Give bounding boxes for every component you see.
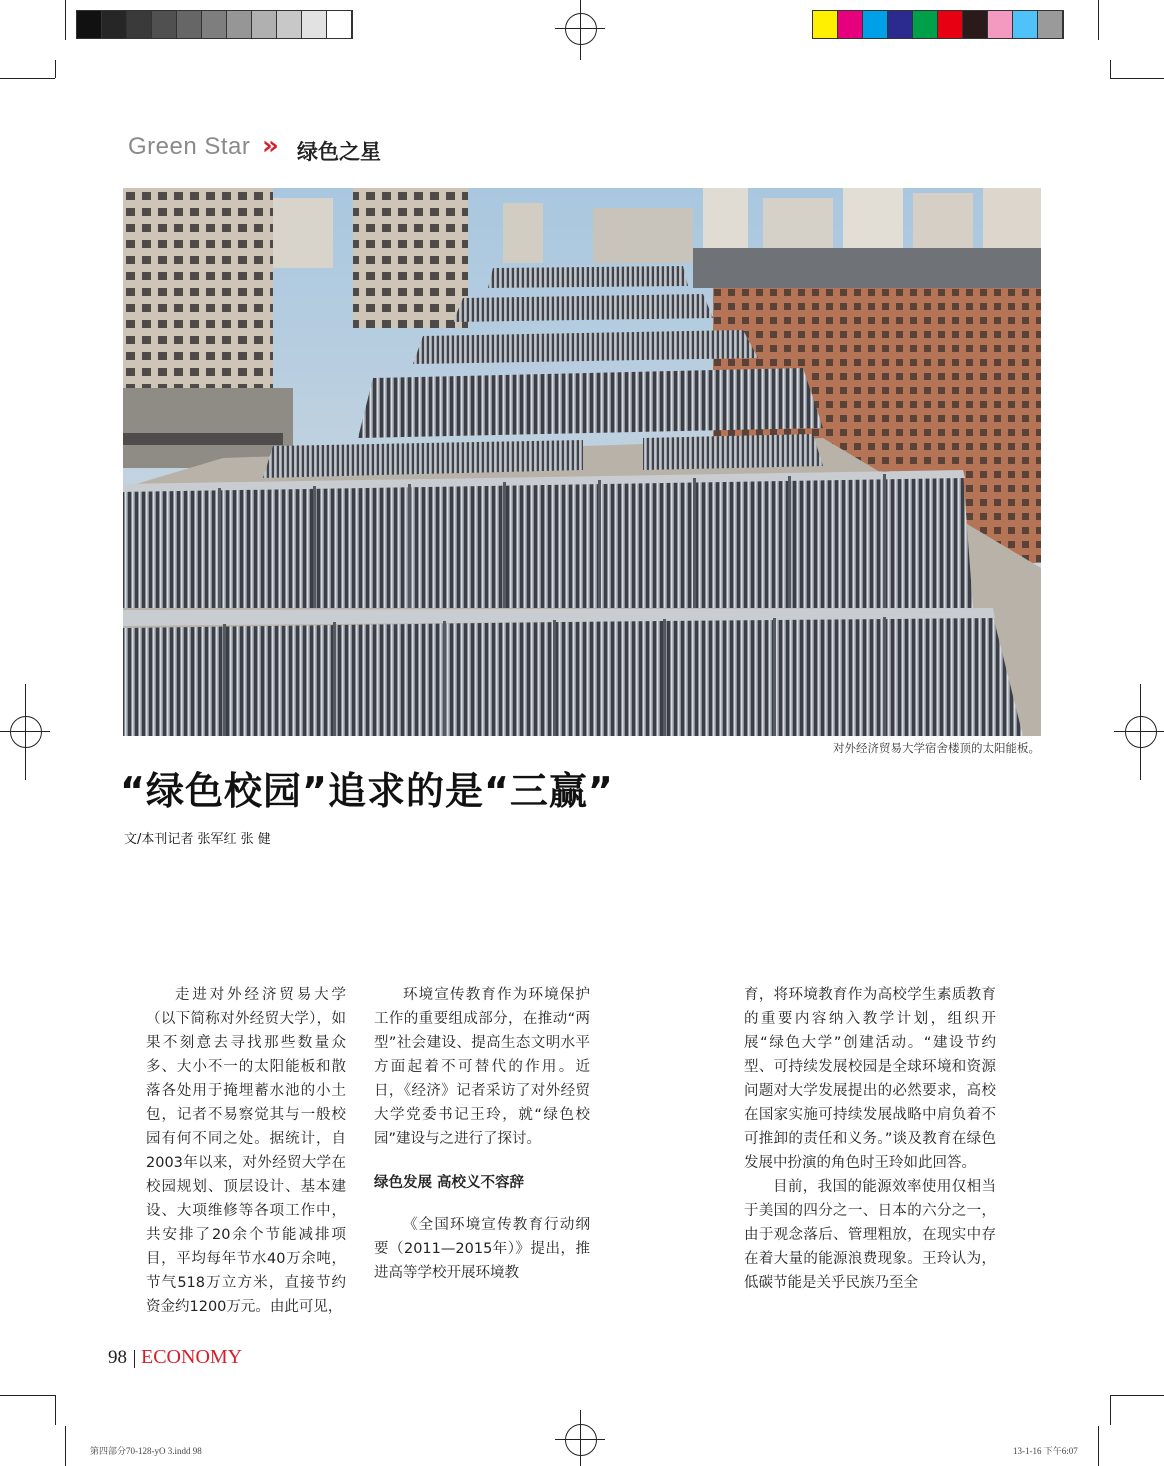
color-swatch [1013,11,1038,38]
color-swatch [1038,11,1063,38]
color-swatch [988,11,1013,38]
gray-swatch [227,11,252,38]
color-swatch [863,11,888,38]
color-swatch [888,11,913,38]
gray-swatch [152,11,177,38]
gray-swatch [202,11,227,38]
grayscale-calibration-bar [76,10,353,39]
paragraph: 环境宣传教育作为环境保护工作的重要组成部分，在推动“两型”社会建设、提高生态文明水平方面起着不可替代的作用。近日，《经济》记者采访了对外经贸大学党委书记王玲，就“绿色校园”建设与之进行了探讨。 [374,987,590,1147]
article-column-2 [374,983,590,1285]
gray-swatch [252,11,277,38]
color-swatch [963,11,988,38]
section-title-english: Green Star [128,133,251,160]
page-number: 98 [108,1347,127,1368]
folio-divider [134,1350,135,1368]
paragraph: 走进对外经济贸易大学（以下简称对外经贸大学），如果不刻意去寻找那些数量众多、大小不一的太阳能板和散落各处用于掩埋蓄水池的小土包，记者不易察觉其与一般校园有何不同之处。据统计，自2003年以来，对外经贸大学在校园规划、顶层设计、基本建设、大项维修等各项工作中，共安排了20余个节能减排项目，平均每年节水40万余吨，节气518万立方米，直接节约资金约1200万元。由此可见， [146,987,346,1315]
paragraph: 育，将环境教育作为高校学生素质教育的重要内容纳入教学计划，组织开展“绿色大学”创建活动。“建设节约型、可持续发展校园是全球环境和资源问题对大学发展提出的必然要求，高校在国家实施可持续发展战略中肩负着不可推卸的责任和义务。”谈及教育在绿色发展中扮演的角色时王玲如此回答。 [744,987,996,1171]
paragraph: 《全国环境宣传教育行动纲要（2011—2015年）》提出，推进高等学校开展环境教 [374,1217,590,1281]
gray-swatch [327,11,352,38]
gray-swatch [77,11,102,38]
subheading: 绿色发展 高校义不容辞 [374,1175,525,1191]
color-calibration-bar [812,10,1064,39]
article-column-3 [744,983,996,1295]
magazine-name: ECONOMY [141,1346,243,1368]
article-headline: “绿色校园”追求的是“三赢” [120,769,614,813]
solar-panels-photo [123,188,1041,736]
article-byline: 文/本刊记者 张军红 张 健 [124,832,271,847]
gray-swatch [127,11,152,38]
section-title-chinese: 绿色之星 [297,140,381,164]
color-swatch [938,11,963,38]
article-column-1 [146,983,346,1319]
gray-swatch [302,11,327,38]
photo-caption: 对外经济贸易大学宿舍楼顶的太阳能板。 [833,741,1040,755]
gray-swatch [277,11,302,38]
gray-swatch [177,11,202,38]
color-swatch [913,11,938,38]
color-swatch [838,11,863,38]
print-slug-file: 第四部分70-128-yO 3.indd 98 [90,1446,202,1456]
paragraph: 目前，我国的能源效率使用仅相当于美国的四分之一、日本的六分之一，由于观念落后、管理粗放，在现实中存在着大量的能源浪费现象。王玲认为，低碳节能是关乎民族乃至全 [744,1179,996,1291]
print-slug-date: 13-1-16 下午6:07 [1013,1446,1078,1456]
gray-swatch [102,11,127,38]
color-swatch [813,11,838,38]
double-chevron-icon: » [262,131,279,161]
